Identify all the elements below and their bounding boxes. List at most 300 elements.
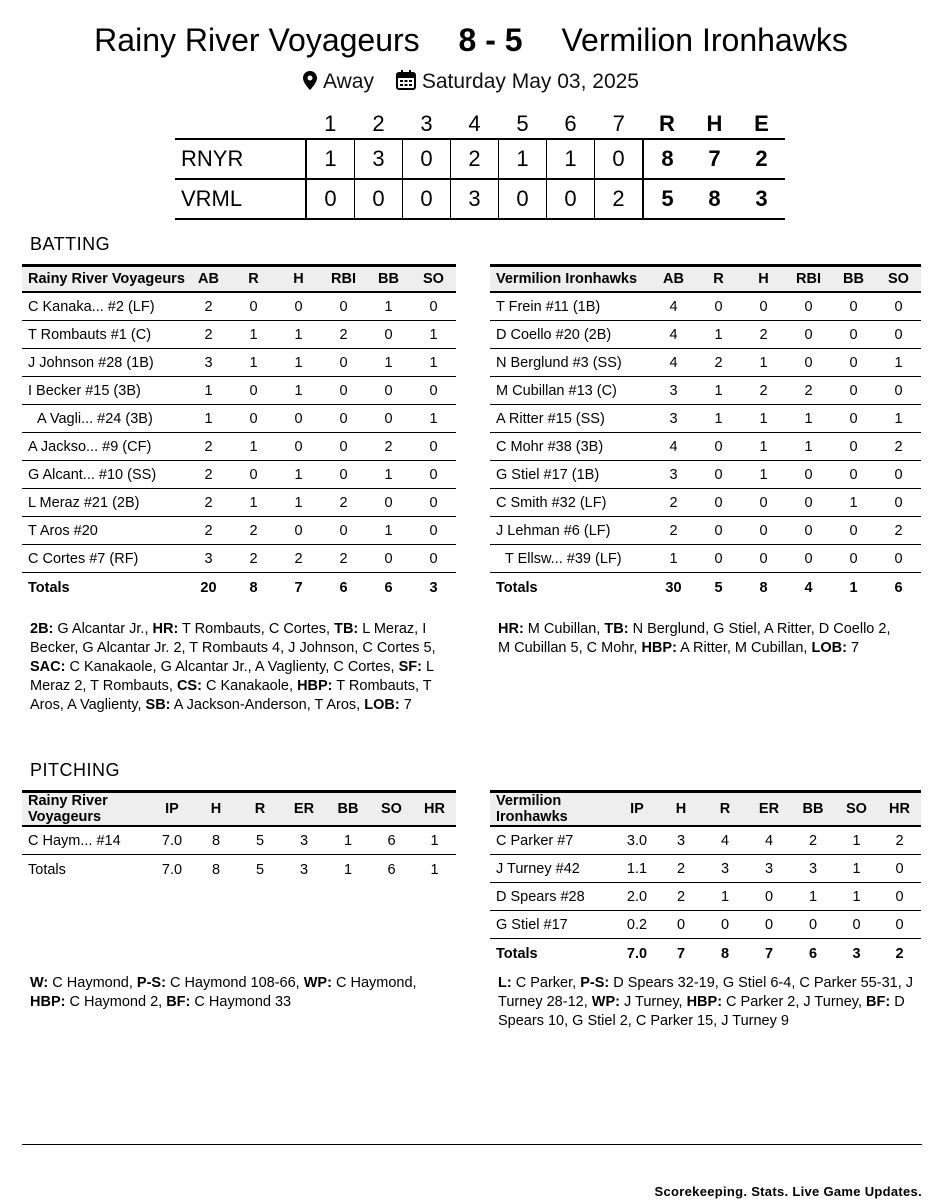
total-hits: 7 [708,146,721,171]
footer-divider [22,1144,922,1145]
note-text: J Turney, [619,994,687,1010]
player-row [490,911,921,939]
stat-cell: 0 [741,517,786,545]
stat-cell: 4 [651,433,696,461]
total-errors: 3 [755,186,768,211]
stat-cell: 0 [366,489,411,517]
player-row [490,433,921,461]
stat-cell: 0 [703,911,747,939]
totals-cell: 6 [791,939,835,969]
note-label: WP: [303,975,332,991]
stat-cell: 0 [231,377,276,405]
player-row [22,545,456,573]
pitching-notes-home [30,974,450,1012]
note-text: D Spears 10, G Stiel 2, C Parker 15, J Turney 9 [498,994,905,1029]
stat-column-header: H [276,266,321,293]
inning-header: 1 [324,111,337,136]
stat-cell: 2 [651,517,696,545]
stat-cell: 3 [282,826,326,855]
stat-column-header: SO [411,266,456,293]
stat-cell: 1 [411,349,456,377]
final-score: 8 - 5 [458,22,523,58]
stat-cell: 0 [411,377,456,405]
stat-column-header: R [238,792,282,827]
batting-notes-away [498,620,898,658]
stat-cell: 0 [878,855,921,883]
totals-cell: 7.0 [150,855,194,885]
player-name: T Frein #11 (1B) [490,292,651,321]
player-row [490,517,921,545]
note-text: 7 [399,697,412,713]
stat-cell: 1 [696,321,741,349]
stat-cell: 1 [741,349,786,377]
inning-header: 4 [468,111,481,136]
note-label: HR: [498,621,524,637]
stat-cell: 1 [741,433,786,461]
stat-cell: 3 [747,855,791,883]
stat-cell: 2 [741,321,786,349]
stat-cell: 1 [741,405,786,433]
stat-column-header: AB [186,266,231,293]
stat-cell: 0 [786,517,831,545]
stat-column-header: BB [791,792,835,827]
stat-cell: 0 [876,377,921,405]
note-label: W: [30,975,49,991]
note-text: C Kanakaole, [201,678,298,694]
stat-cell: 7.0 [150,826,194,855]
totals-cell: 20 [186,573,231,603]
note-label: TB: [604,621,629,637]
totals-cell: 8 [231,573,276,603]
player-row [490,883,921,911]
stat-cell: 1 [326,826,370,855]
stat-cell: 1 [276,377,321,405]
stat-cell: 1 [786,405,831,433]
calendar-icon [396,70,416,90]
stat-column-header: BB [326,792,370,827]
stat-cell: 1 [703,883,747,911]
team-column-header: Rainy River Voyageurs [22,266,186,293]
stat-cell: 2 [231,517,276,545]
totals-cell: 5 [696,573,741,603]
linescore-row [175,139,785,179]
stat-cell: 0 [276,292,321,321]
note-label: HBP: [641,640,677,656]
inning-runs: 0 [403,179,451,219]
player-name: G Stiel #17 [490,911,615,939]
stat-cell: 0 [831,545,876,573]
note-text: A Jackson-Anderson, T Aros, [170,697,365,713]
player-name: C Mohr #38 (3B) [490,433,651,461]
stat-cell: 0 [831,321,876,349]
stat-cell: 0 [831,461,876,489]
inning-runs: 3 [355,139,403,179]
stat-cell: 0 [786,321,831,349]
stat-cell: 1 [276,489,321,517]
stat-column-header: RBI [786,266,831,293]
pitching-header-row [490,792,921,827]
stat-cell: 1 [835,826,878,855]
player-row [22,321,456,349]
note-label: HBP: [686,994,723,1010]
note-text: L Meraz, I Becker, G Alcantar Jr. 2, T Rombauts 4, J Johnson, C Cortes 5, [30,621,436,656]
inning-runs: 1 [306,139,355,179]
stat-cell: 2 [876,433,921,461]
stat-cell: 0 [696,433,741,461]
totals-cell: 7 [659,939,703,969]
player-row [22,349,456,377]
stat-column-header: SO [876,266,921,293]
stat-cell: 0 [747,911,791,939]
stat-cell: 1 [696,377,741,405]
stat-cell: 0 [321,461,366,489]
stat-cell: 0 [696,517,741,545]
stat-cell: 1 [231,321,276,349]
totals-cell: 6 [876,573,921,603]
team-column-header: Vermilion Ironhawks [490,266,651,293]
date-text: Saturday May 03, 2025 [421,70,639,93]
player-row [22,433,456,461]
note-label: HBP: [30,994,66,1010]
note-label: LOB: [811,640,847,656]
stat-cell: 2.0 [615,883,659,911]
stat-column-header: HR [878,792,921,827]
note-label: SAC: [30,659,66,675]
stat-cell: 0 [786,489,831,517]
note-text: 7 [846,640,860,656]
totals-label: Totals [22,573,186,603]
total-errors: 2 [755,146,768,171]
stat-cell: 2 [186,517,231,545]
player-name: T Aros #20 [22,517,186,545]
stat-cell: 1 [186,377,231,405]
pitching-header-row [22,792,456,827]
player-name: T Ellsw... #39 (LF) [490,545,651,573]
note-text: C Haymond 33 [190,994,292,1010]
stat-cell: 1 [741,461,786,489]
pitching-notes-away [498,974,918,1031]
stat-cell: 0 [876,292,921,321]
stat-cell: 0 [321,349,366,377]
stat-cell: 0 [321,433,366,461]
stat-cell: 0 [276,433,321,461]
inning-runs: 2 [451,139,499,179]
note-label: L: [498,975,512,991]
player-name: D Spears #28 [490,883,615,911]
stat-cell: 1 [651,545,696,573]
stat-cell: 3 [651,405,696,433]
stat-cell: 2 [876,517,921,545]
totals-cell: 5 [238,855,282,885]
stat-cell: 0 [878,883,921,911]
stat-cell: 1 [231,349,276,377]
pitching-table-home [22,790,456,884]
inning-header: 7 [612,111,625,136]
stat-column-header: BB [831,266,876,293]
stat-cell: 5 [238,826,282,855]
stat-column-header: H [659,792,703,827]
stat-cell: 2 [791,826,835,855]
note-label: WP: [591,994,620,1010]
pitching-table-away [490,790,921,968]
player-name: G Alcant... #10 (SS) [22,461,186,489]
player-name: C Parker #7 [490,826,615,855]
player-row [22,461,456,489]
batting-section-title: BATTING [30,234,111,254]
stat-cell: 1 [366,517,411,545]
total-runs: 5 [661,186,674,211]
batting-table-away [490,264,921,602]
stat-column-header: AB [651,266,696,293]
totals-cell: 7 [747,939,791,969]
stat-cell: 1 [366,349,411,377]
totals-cell: 7 [276,573,321,603]
errors-header: E [754,111,769,136]
inning-header: 5 [516,111,529,136]
player-name: C Haym... #14 [22,826,150,855]
batting-header-row [22,266,456,293]
stat-cell: 0 [411,433,456,461]
stat-cell: 1 [696,405,741,433]
stat-cell: 0 [696,489,741,517]
inning-runs: 0 [355,179,403,219]
stat-column-header: RBI [321,266,366,293]
totals-cell: 2 [878,939,921,969]
note-label: SB: [145,697,171,713]
stat-cell: 2 [878,826,921,855]
stat-cell: 8 [194,826,238,855]
stat-cell: 1 [276,461,321,489]
stat-cell: 0 [411,517,456,545]
stat-cell: 3 [651,461,696,489]
stat-cell: 1 [276,349,321,377]
stat-cell: 4 [651,349,696,377]
stat-cell: 2 [651,489,696,517]
player-row [490,855,921,883]
note-text: C Haymond, [48,975,137,991]
note-text: C Haymond, [331,975,417,991]
note-text: C Parker 2, J Turney, [722,994,867,1010]
stat-cell: 4 [747,826,791,855]
player-row [490,545,921,573]
stat-column-header: IP [615,792,659,827]
away-team-name: Vermilion Ironhawks [561,22,848,58]
location-text: Away [323,70,374,93]
stat-cell: 0 [878,911,921,939]
stat-cell: 1 [411,321,456,349]
stat-column-header: IP [150,792,194,827]
player-name: D Coello #20 (2B) [490,321,651,349]
player-row [490,489,921,517]
note-label: SF: [398,659,422,675]
totals-label: Totals [490,573,651,603]
totals-cell: 6 [321,573,366,603]
stat-cell: 0 [786,349,831,377]
inning-runs: 0 [306,179,355,219]
stat-cell: 6 [370,826,413,855]
stat-cell: 2 [659,855,703,883]
player-name: J Johnson #28 (1B) [22,349,186,377]
note-label: TB: [334,621,359,637]
player-name: A Vagli... #24 (3B) [22,405,186,433]
player-name: C Smith #32 (LF) [490,489,651,517]
stat-cell: 0 [231,461,276,489]
stat-cell: 0 [231,405,276,433]
inning-header: 3 [420,111,433,136]
stat-cell: 0 [876,321,921,349]
note-text: C Haymond 2, [65,994,167,1010]
totals-cell: 7.0 [615,939,659,969]
totals-cell: 1 [831,573,876,603]
stat-cell: 0 [835,911,878,939]
stat-column-header: R [703,792,747,827]
stat-cell: 0 [876,461,921,489]
stat-cell: 1 [411,405,456,433]
stat-cell: 3 [659,826,703,855]
stat-cell: 0 [411,489,456,517]
note-label: BF: [166,994,191,1010]
stat-cell: 0 [321,292,366,321]
stat-cell: 0 [276,405,321,433]
batting-header-row [490,266,921,293]
stat-cell: 2 [366,433,411,461]
map-pin-icon [303,71,317,90]
stat-cell: 0 [276,517,321,545]
pitching-section-title: PITCHING [30,760,121,780]
stat-cell: 0 [321,377,366,405]
stat-cell: 3 [186,349,231,377]
stat-column-header: H [194,792,238,827]
totals-cell: 3 [411,573,456,603]
stat-cell: 1 [835,883,878,911]
note-text: C Haymond 108-66, [165,975,304,991]
stat-cell: 0 [411,461,456,489]
stat-column-header: R [231,266,276,293]
batting-notes-home [30,620,450,715]
hits-header: H [706,111,723,136]
team-abbrev: VRML [181,186,243,211]
stat-cell: 0 [741,545,786,573]
player-name: J Lehman #6 (LF) [490,517,651,545]
totals-cell: 1 [326,855,370,885]
stat-cell: 0 [366,321,411,349]
stat-cell: 1.1 [615,855,659,883]
note-text: N Berglund, G Stiel, A Ritter, D Coello 2, M Cubillan 5, C Mohr, [498,621,891,656]
note-text: C Parker, [511,975,581,991]
stat-cell: 1 [831,489,876,517]
stat-cell: 1 [876,349,921,377]
totals-row [22,573,456,603]
note-label: P-S: [136,975,166,991]
stat-cell: 0 [231,292,276,321]
linescore-row [175,179,785,219]
totals-cell: 30 [651,573,696,603]
inning-runs: 0 [403,139,451,179]
totals-cell: 8 [194,855,238,885]
stat-cell: 2 [321,321,366,349]
inning-runs: 0 [547,179,595,219]
stat-cell: 0 [786,461,831,489]
totals-cell: 3 [835,939,878,969]
stat-cell: 1 [186,405,231,433]
note-label: 2B: [30,621,54,637]
home-team-name: Rainy River Voyageurs [94,22,420,58]
player-row [22,826,456,855]
stat-cell: 1 [835,855,878,883]
stat-cell: 1 [231,433,276,461]
totals-cell: 6 [370,855,413,885]
stat-cell: 2 [231,545,276,573]
note-text: M Cubillan, [523,621,605,637]
stat-cell: 3 [651,377,696,405]
stat-column-header: ER [747,792,791,827]
stat-cell: 4 [651,292,696,321]
inning-header: 2 [372,111,385,136]
stat-cell: 4 [651,321,696,349]
stat-cell: 2 [696,349,741,377]
player-name: I Becker #15 (3B) [22,377,186,405]
player-name: L Meraz #21 (2B) [22,489,186,517]
stat-cell: 1 [791,883,835,911]
stat-cell: 0 [411,292,456,321]
stat-cell: 2 [321,545,366,573]
note-label: HR: [152,621,179,637]
inning-runs: 0 [499,179,547,219]
team-column-header: Vermilion Ironhawks [490,792,615,827]
stat-column-header: HR [413,792,456,827]
stat-column-header: ER [282,792,326,827]
stat-cell: 0 [366,377,411,405]
note-text: D Spears 32-19, G Stiel 6-4, C Parker 55-31, J Turney 28-12, [498,975,914,1010]
note-text: T Rombauts, T Aros, A Vaglienty, [30,678,432,713]
stat-cell: 0 [831,405,876,433]
note-text: L Meraz 2, T Rombauts, [30,659,434,694]
player-row [490,321,921,349]
player-name: A Ritter #15 (SS) [490,405,651,433]
runs-header: R [659,111,675,136]
inning-header: 6 [564,111,577,136]
totals-row [490,939,921,969]
player-row [490,292,921,321]
totals-cell: 6 [366,573,411,603]
inning-runs: 3 [451,179,499,219]
note-label: HBP: [297,678,333,694]
stat-cell: 0 [831,433,876,461]
stat-cell: 0 [366,545,411,573]
stat-cell: 0 [741,292,786,321]
stat-cell: 0 [831,292,876,321]
player-row [22,405,456,433]
stat-cell: 1 [276,321,321,349]
stat-cell: 3 [186,545,231,573]
stat-cell: 1 [786,433,831,461]
note-label: LOB: [364,697,400,713]
stat-cell: 3.0 [615,826,659,855]
stat-cell: 0 [786,292,831,321]
stat-cell: 0 [741,489,786,517]
totals-label: Totals [490,939,615,969]
stat-cell: 2 [186,489,231,517]
stat-cell: 0 [831,377,876,405]
stat-cell: 0 [411,545,456,573]
stat-column-header: H [741,266,786,293]
stat-cell: 1 [366,292,411,321]
stat-cell: 0 [747,883,791,911]
team-column-header: Rainy River Voyageurs [22,792,150,827]
note-label: P-S: [580,975,610,991]
stat-column-header: SO [370,792,413,827]
stat-cell: 2 [741,377,786,405]
